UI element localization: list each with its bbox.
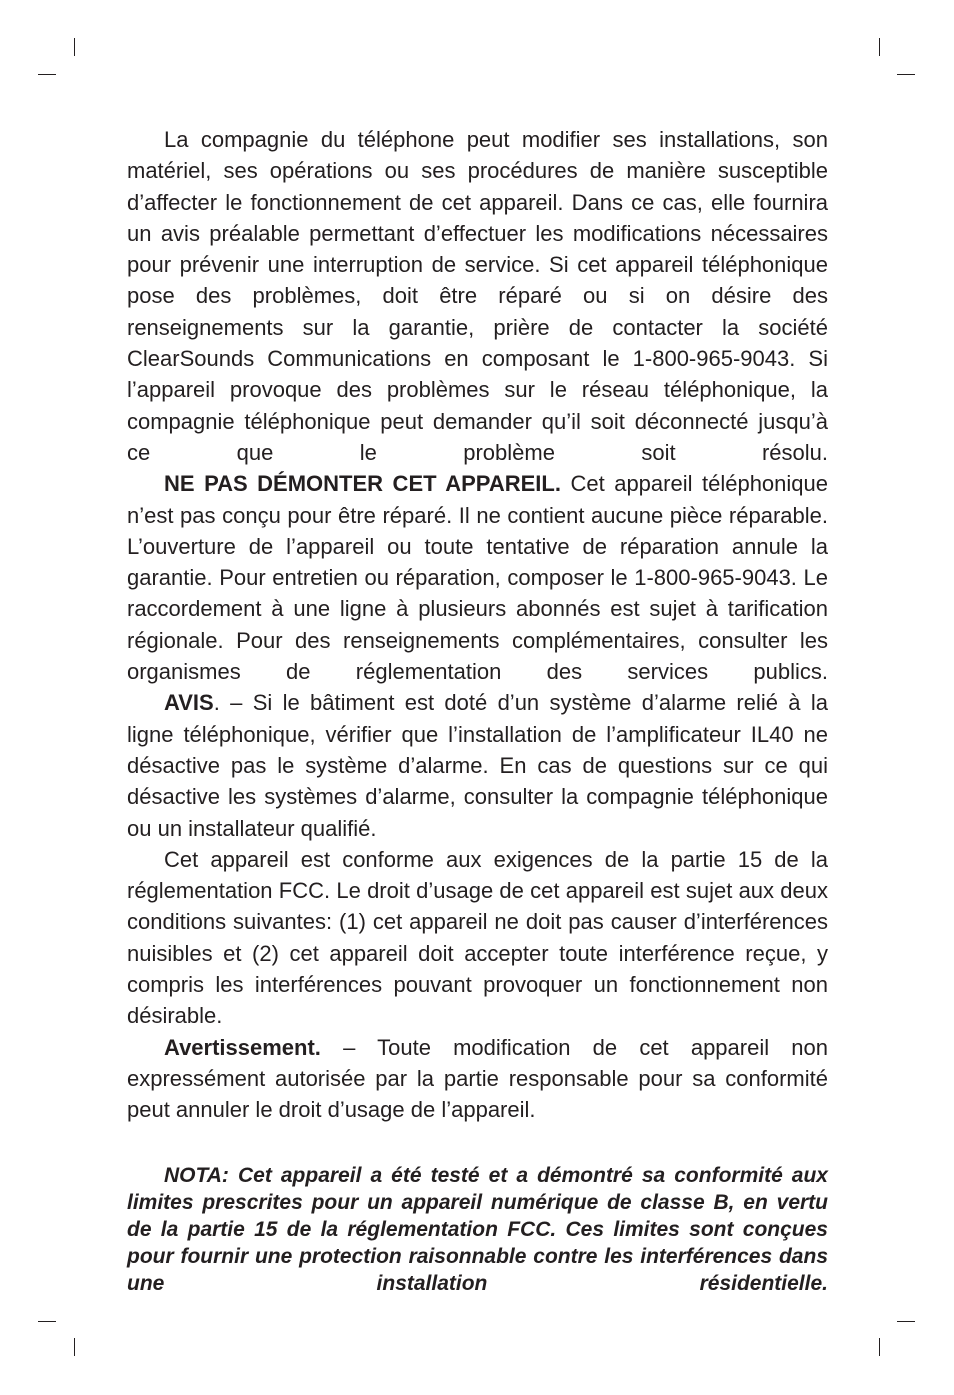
paragraph-text: La compagnie du téléphone peut modifier ses installations, son matériel, ses opérations ou ses procédures de manière susceptible d’affecter le fonctionnement de cet appareil. Dans ce cas, elle fournira un avis préalable permettant d’effectuer les modifications nécessaires pour prévenir une interruption de service. Si cet appareil téléphonique pose des problèmes, doit être réparé ou si on désire des renseignements sur la garantie, prière de contacter la société ClearSounds Communications en composant le 1-800-965-9043. Si l’appareil provoque des problèmes sur le réseau téléphonique, la compagnie téléphonique peut demander qu’il soit déconnecté jusqu’à ce que le problème soit résolu. <box>127 127 828 465</box>
paragraph-text: Cet appareil est conforme aux exigences de la partie 15 de la réglementation FCC. Le droit d’usage de cet appareil est sujet aux deux conditions suivantes: (1) cet appareil ne doit pas causer d’interférences nuisibles et (2) cet appareil doit accepter toute interférence reçue, y compris les interférences pouvant provoquer un fonctionnement non désirable. <box>127 846 828 1029</box>
paragraph-text: – Toute modification de cet appareil non expressément autorisée par la partie responsable pour sa conformité peut annuler le droit d’usage de l’appareil. <box>127 1034 828 1123</box>
paragraph-do-not-disassemble <box>127 468 828 687</box>
page-body <box>127 124 828 1298</box>
crop-mark-bottom-right-vertical <box>879 1338 880 1356</box>
crop-mark-top-right-vertical <box>879 38 880 56</box>
crop-mark-top-left-vertical <box>74 38 75 56</box>
paragraph-warning <box>127 1032 828 1126</box>
crop-mark-bottom-left-horizontal <box>38 1321 56 1322</box>
paragraph-text: . – Si le bâtiment est doté d’un système d’alarme relié à la ligne téléphonique, vérifier que l’installation de l’amplificateur IL40 ne désactive pas le système d’alarme. En cas de questions sur ce qui désactive les systèmes d’alarme, consulter la compagnie téléphonique ou un installateur qualifié. <box>127 690 828 841</box>
paragraph-text: Cet appareil téléphonique n’est pas conçu pour être réparé. Il ne contient aucune pièce réparable. L’ouverture de l’appareil ou toute tentative de réparation annule la garantie. Pour entretien ou réparation, composer le 1-800-965-9043. Le raccordement à une ligne à plusieurs abonnés est sujet à tarification régionale. Pour des renseignements complémentaires, consulter les organismes de réglementation des services publics. <box>127 471 828 685</box>
paragraph-lead: Avertissement. <box>164 1034 321 1060</box>
crop-mark-bottom-right-horizontal <box>897 1321 915 1322</box>
crop-mark-top-right-horizontal <box>897 74 915 75</box>
nota-class-b-notice: NOTA: Cet appareil a été testé et a démontré sa conformité aux limites prescrites pour un appareil numérique de classe B, en vertu de la partie 15 de la réglementation FCC. Ces limites sont conçues pour fournir une protection raisonnable contre les interférences dans une installation résidentielle. <box>127 1163 828 1296</box>
paragraph-notice-alarm <box>127 687 828 843</box>
paragraph-lead: AVIS <box>164 690 214 716</box>
crop-mark-top-left-horizontal <box>38 74 56 75</box>
paragraph-telephone-company <box>127 124 828 468</box>
paragraph-fcc-part15 <box>127 844 828 1032</box>
paragraph-lead: NE PAS DÉMONTER CET APPAREIL. <box>164 471 561 497</box>
crop-mark-bottom-left-vertical <box>74 1338 75 1356</box>
